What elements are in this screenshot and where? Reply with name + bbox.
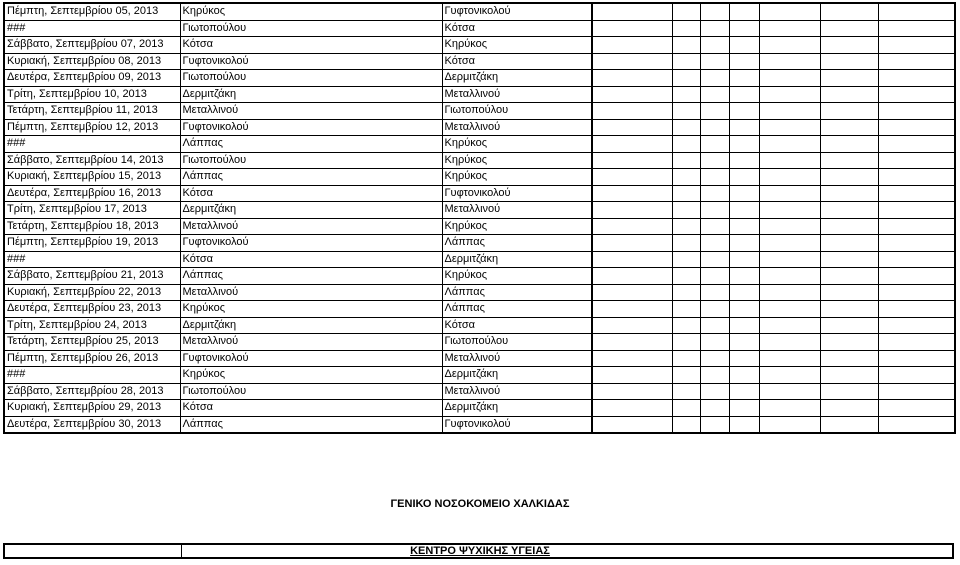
empty-cell [592,169,672,186]
doctor-oncall-cell: Δερμιτζάκη [442,70,592,87]
table-row [4,185,955,202]
empty-cell [759,284,820,301]
doctor-morning-cell: Λάππας [180,169,442,186]
empty-cell [672,103,700,120]
doctor-morning-cell: Γυφτονικολού [180,235,442,252]
date-cell: Κυριακή, Σεπτεμβρίου 29, 2013 [4,400,180,417]
empty-cell [729,350,759,367]
empty-cell [878,301,955,318]
empty-cell [729,86,759,103]
empty-cell [759,70,820,87]
empty-cell [759,367,820,384]
empty-cell [592,383,672,400]
empty-cell [759,202,820,219]
doctor-morning-cell: Μεταλλινού [180,334,442,351]
date-cell: ### [4,20,180,37]
empty-cell [729,70,759,87]
table-row [4,416,955,433]
empty-cell [759,400,820,417]
empty-cell [759,383,820,400]
empty-cell [592,37,672,54]
empty-cell [700,136,729,153]
doctor-oncall-cell: Κηρύκος [442,218,592,235]
doctor-oncall-cell: Κηρύκος [442,136,592,153]
table-row [4,334,955,351]
empty-cell [759,334,820,351]
doctor-oncall-cell: Κηρύκος [442,169,592,186]
empty-cell [878,317,955,334]
empty-cell [700,185,729,202]
date-cell: ### [4,251,180,268]
doctor-morning-cell: Γυφτονικολού [180,53,442,70]
empty-cell [820,383,878,400]
empty-cell [878,235,955,252]
empty-cell [820,185,878,202]
table-row [4,350,955,367]
empty-cell [878,218,955,235]
empty-cell [820,103,878,120]
empty-cell [820,218,878,235]
doctor-morning-cell: Γιωτοπούλου [180,383,442,400]
empty-cell [820,317,878,334]
empty-cell [672,152,700,169]
date-cell: Κυριακή, Σεπτεμβρίου 15, 2013 [4,169,180,186]
empty-cell [700,251,729,268]
empty-cell [592,185,672,202]
empty-cell [672,383,700,400]
table-row [4,251,955,268]
date-cell: Δευτέρα, Σεπτεμβρίου 16, 2013 [4,185,180,202]
empty-cell [729,3,759,20]
empty-cell [672,301,700,318]
empty-cell [672,400,700,417]
empty-cell [729,383,759,400]
empty-cell [729,37,759,54]
empty-cell [759,218,820,235]
empty-cell [820,416,878,433]
empty-cell [672,86,700,103]
doctor-oncall-cell: Δερμιτζάκη [442,400,592,417]
empty-cell [672,37,700,54]
doctor-morning-cell: Γιωτοπούλου [180,70,442,87]
empty-cell [672,119,700,136]
empty-cell [672,3,700,20]
empty-cell [672,350,700,367]
table-row [4,3,955,20]
hospital-name: ΓΕΝΙΚΟ ΝΟΣΟΚΟΜΕΙΟ ΧΑΛΚΙΔΑΣ [390,498,570,510]
empty-cell [878,152,955,169]
empty-cell [759,301,820,318]
empty-cell [820,301,878,318]
empty-cell [700,53,729,70]
empty-cell [729,235,759,252]
empty-cell [592,53,672,70]
empty-cell [700,3,729,20]
doctor-morning-cell: Δερμιτζάκη [180,86,442,103]
empty-cell [820,235,878,252]
table-row [4,367,955,384]
table-row [4,202,955,219]
empty-cell [592,334,672,351]
doctor-oncall-cell: Μεταλλινού [442,86,592,103]
doctor-morning-cell: Κότσα [180,185,442,202]
doctor-oncall-cell: Μεταλλινού [442,383,592,400]
empty-cell [878,416,955,433]
empty-cell [592,317,672,334]
doctor-oncall-cell: Λάππας [442,301,592,318]
date-cell: Τετάρτη, Σεπτεμβρίου 11, 2013 [4,103,180,120]
empty-cell [878,119,955,136]
doctor-oncall-cell: Δερμιτζάκη [442,367,592,384]
doctor-oncall-cell: Κηρύκος [442,268,592,285]
date-cell: ### [4,367,180,384]
empty-cell [700,70,729,87]
empty-cell [592,301,672,318]
date-cell: ### [4,136,180,153]
date-cell: Πέμπτη, Σεπτεμβρίου 19, 2013 [4,235,180,252]
empty-cell [672,136,700,153]
empty-cell [759,86,820,103]
doctor-morning-cell: Λάππας [180,416,442,433]
empty-cell [878,136,955,153]
empty-cell [729,169,759,186]
empty-cell [729,119,759,136]
empty-cell [672,53,700,70]
doctor-oncall-cell: Κότσα [442,20,592,37]
empty-cell [672,169,700,186]
empty-cell [820,367,878,384]
date-cell: Τρίτη, Σεπτεμβρίου 10, 2013 [4,86,180,103]
empty-cell [729,103,759,120]
empty-cell [759,185,820,202]
empty-cell [672,416,700,433]
empty-cell [592,400,672,417]
empty-cell [820,86,878,103]
empty-cell [878,185,955,202]
date-cell: Δευτέρα, Σεπτεμβρίου 23, 2013 [4,301,180,318]
empty-cell [759,350,820,367]
doctor-morning-cell: Λάππας [180,268,442,285]
date-cell: Τρίτη, Σεπτεμβρίου 24, 2013 [4,317,180,334]
doctor-morning-cell: Κότσα [180,400,442,417]
empty-cell [759,20,820,37]
table-row [4,53,955,70]
empty-cell [700,284,729,301]
doctor-morning-cell: Μεταλλινού [180,284,442,301]
empty-cell [759,152,820,169]
doctor-oncall-cell: Γιωτοπούλου [442,103,592,120]
empty-cell [672,70,700,87]
table-row [4,169,955,186]
empty-cell [820,268,878,285]
date-cell: Δευτέρα, Σεπτεμβρίου 09, 2013 [4,70,180,87]
empty-cell [700,235,729,252]
empty-cell [878,334,955,351]
empty-cell [700,119,729,136]
date-cell: Σάββατο, Σεπτεμβρίου 14, 2013 [4,152,180,169]
empty-cell [759,251,820,268]
empty-cell [592,235,672,252]
table-row [4,218,955,235]
empty-cell [878,169,955,186]
date-cell: Σάββατο, Σεπτεμβρίου 28, 2013 [4,383,180,400]
date-cell: Τρίτη, Σεπτεμβρίου 17, 2013 [4,202,180,219]
empty-cell [759,103,820,120]
empty-cell [592,416,672,433]
empty-cell [672,268,700,285]
empty-cell [759,416,820,433]
doctor-oncall-cell: Δερμιτζάκη [442,251,592,268]
empty-cell [759,268,820,285]
empty-cell [820,350,878,367]
empty-cell [672,317,700,334]
empty-cell [592,152,672,169]
empty-cell [592,218,672,235]
date-cell: Πέμπτη, Σεπτεμβρίου 12, 2013 [4,119,180,136]
empty-cell [592,103,672,120]
date-cell: Κυριακή, Σεπτεμβρίου 08, 2013 [4,53,180,70]
doctor-oncall-cell: Γυφτονικολού [442,185,592,202]
empty-cell [878,37,955,54]
empty-cell [820,400,878,417]
empty-cell [700,317,729,334]
schedule-body [4,3,955,433]
doctor-oncall-cell: Κηρύκος [442,152,592,169]
empty-cell [820,169,878,186]
empty-cell [700,383,729,400]
empty-cell [759,169,820,186]
empty-cell [592,3,672,20]
empty-cell [878,268,955,285]
empty-cell [672,202,700,219]
empty-cell [672,367,700,384]
empty-cell [820,119,878,136]
empty-cell [820,3,878,20]
table-row [4,136,955,153]
doctor-oncall-cell: Γυφτονικολού [442,416,592,433]
doctor-morning-cell: Μεταλλινού [180,218,442,235]
empty-cell [672,20,700,37]
empty-cell [592,136,672,153]
doctor-morning-cell: Κηρύκος [180,3,442,20]
empty-cell [729,268,759,285]
date-cell: Πέμπτη, Σεπτεμβρίου 05, 2013 [4,3,180,20]
schedule-table [3,2,956,434]
empty-cell [878,350,955,367]
empty-cell [759,317,820,334]
empty-cell [759,136,820,153]
doctor-morning-cell: Κηρύκος [180,367,442,384]
doctor-morning-cell: Γιωτοπούλου [180,20,442,37]
doctor-oncall-cell: Κότσα [442,53,592,70]
empty-cell [820,202,878,219]
empty-cell [592,284,672,301]
date-cell: Σάββατο, Σεπτεμβρίου 07, 2013 [4,37,180,54]
empty-cell [878,86,955,103]
empty-cell [700,400,729,417]
empty-cell [700,169,729,186]
empty-cell [729,251,759,268]
doctor-morning-cell: Κότσα [180,251,442,268]
empty-cell [592,202,672,219]
empty-cell [700,218,729,235]
empty-cell [820,284,878,301]
doctor-oncall-cell: Λάππας [442,284,592,301]
doctor-morning-cell: Λάππας [180,136,442,153]
empty-cell [759,3,820,20]
doctor-morning-cell: Δερμιτζάκη [180,317,442,334]
empty-cell [820,37,878,54]
table-row [4,317,955,334]
doctor-oncall-cell: Λάππας [442,235,592,252]
empty-cell [820,152,878,169]
doctor-morning-cell: Γιωτοπούλου [180,152,442,169]
empty-cell [878,400,955,417]
table-row [4,86,955,103]
empty-cell [820,251,878,268]
table-row [4,70,955,87]
empty-cell [700,416,729,433]
empty-cell [700,86,729,103]
empty-cell [672,251,700,268]
empty-cell [729,367,759,384]
empty-cell [729,152,759,169]
empty-cell [878,383,955,400]
empty-cell [729,20,759,37]
empty-cell [700,20,729,37]
empty-cell [878,20,955,37]
date-cell: Δευτέρα, Σεπτεμβρίου 30, 2013 [4,416,180,433]
doctor-oncall-cell: Γυφτονικολού [442,3,592,20]
doctor-morning-cell: Γυφτονικολού [180,350,442,367]
empty-cell [700,202,729,219]
empty-cell [700,334,729,351]
empty-cell [672,284,700,301]
empty-cell [820,136,878,153]
doctor-morning-cell: Κότσα [180,37,442,54]
table-row [4,284,955,301]
empty-cell [729,400,759,417]
empty-cell [672,185,700,202]
doctor-morning-cell: Γυφτονικολού [180,119,442,136]
doctor-oncall-cell: Μεταλλινού [442,350,592,367]
date-cell: Σάββατο, Σεπτεμβρίου 21, 2013 [4,268,180,285]
empty-cell [729,53,759,70]
table-row [4,37,955,54]
empty-cell [700,367,729,384]
empty-cell [878,251,955,268]
table-row [4,119,955,136]
empty-cell [729,334,759,351]
date-cell: Τετάρτη, Σεπτεμβρίου 18, 2013 [4,218,180,235]
empty-cell [729,218,759,235]
empty-cell [878,53,955,70]
date-cell: Κυριακή, Σεπτεμβρίου 22, 2013 [4,284,180,301]
empty-cell [878,367,955,384]
empty-cell [592,350,672,367]
empty-cell [592,367,672,384]
empty-cell [878,284,955,301]
empty-cell [592,86,672,103]
empty-cell [729,202,759,219]
empty-cell [878,70,955,87]
empty-cell [729,284,759,301]
doctor-oncall-cell: Μεταλλινού [442,119,592,136]
empty-cell [700,268,729,285]
table-row [4,235,955,252]
empty-cell [878,202,955,219]
empty-cell [729,136,759,153]
doctor-morning-cell: Δερμιτζάκη [180,202,442,219]
doctor-morning-cell: Κηρύκος [180,301,442,318]
empty-cell [729,301,759,318]
empty-cell [672,235,700,252]
empty-cell [759,235,820,252]
table-row [4,20,955,37]
doctor-oncall-cell: Κηρύκος [442,37,592,54]
table-row [4,152,955,169]
empty-cell [592,70,672,87]
table-row [4,268,955,285]
doctor-oncall-cell: Κότσα [442,317,592,334]
table-row [4,400,955,417]
empty-cell [759,119,820,136]
empty-cell [759,53,820,70]
empty-cell [592,119,672,136]
table-row [4,103,955,120]
table-row [4,383,955,400]
empty-cell [820,70,878,87]
doctor-oncall-cell: Γιωτοπούλου [442,334,592,351]
empty-cell [759,37,820,54]
date-cell: Πέμπτη, Σεπτεμβρίου 26, 2013 [4,350,180,367]
empty-cell [820,334,878,351]
empty-cell [729,185,759,202]
empty-cell [878,3,955,20]
empty-cell [700,301,729,318]
empty-cell [700,152,729,169]
doctor-oncall-cell: Μεταλλινού [442,202,592,219]
department-name: ΚΕΝΤΡΟ ΨΥΧΙΚΗΣ ΥΓΕΙΑΣ [410,545,550,557]
doctor-morning-cell: Μεταλλινού [180,103,442,120]
empty-cell [672,218,700,235]
table-row [4,301,955,318]
empty-cell [820,20,878,37]
empty-cell [592,20,672,37]
empty-cell [729,317,759,334]
empty-cell [729,416,759,433]
empty-cell [672,334,700,351]
empty-cell [592,268,672,285]
empty-cell [820,53,878,70]
empty-cell [700,103,729,120]
empty-cell [700,350,729,367]
date-cell: Τετάρτη, Σεπτεμβρίου 25, 2013 [4,334,180,351]
empty-cell [700,37,729,54]
empty-cell [592,251,672,268]
empty-cell [878,103,955,120]
